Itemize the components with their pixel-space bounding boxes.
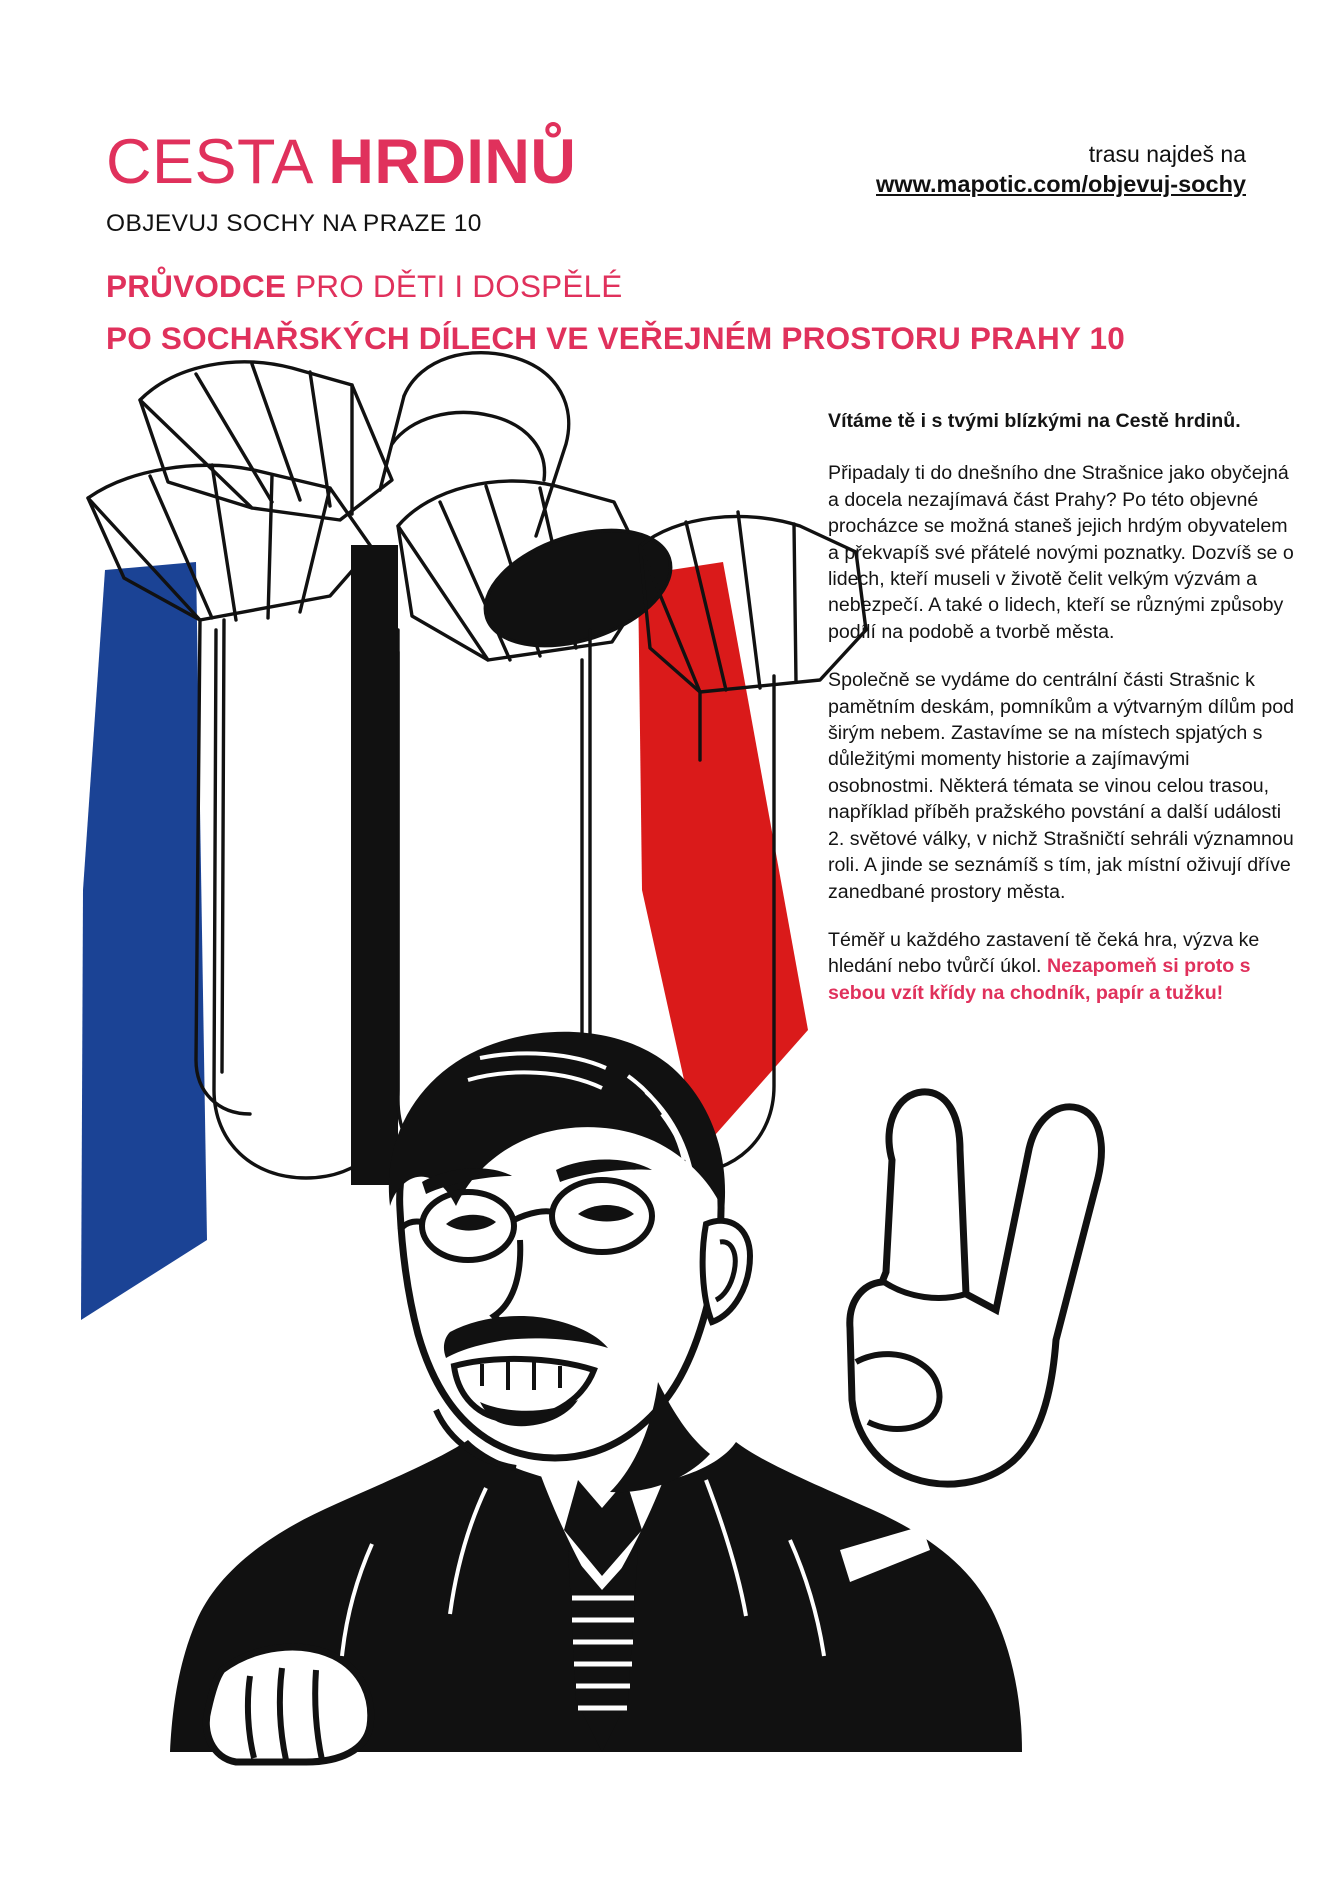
- guide-heading-line-2: PO SOCHAŘSKÝCH DÍLECH VE VEŘEJNÉM PROSTORU PRAHY 10: [106, 320, 1125, 356]
- intro-text-column: [828, 408, 1298, 1006]
- intro-paragraph-3-accent: Nezapomeň si proto s sebou vzít křídy na chodník, papír a tužku!: [828, 955, 1251, 1004]
- poster-header: [106, 127, 1246, 237]
- page-title-bold: HRDINŮ: [328, 127, 577, 197]
- left-fist: [206, 1647, 370, 1762]
- route-note-label: trasu najdeš na: [1088, 141, 1246, 167]
- portrait-svg: [150, 1010, 1150, 1900]
- intro-paragraph-3-plain: Téměř u každého zastavení tě čeká hra, výzva ke hledání nebo tvůrčí úkol.: [828, 928, 1260, 978]
- ear: [703, 1221, 750, 1322]
- intro-paragraph-3: [828, 927, 1298, 1006]
- route-note: [876, 140, 1246, 199]
- page-title: [106, 127, 577, 197]
- portrait-illustration: [150, 1010, 1150, 1900]
- guide-heading-bold: PRŮVODCE: [106, 268, 296, 304]
- guide-heading-regular: PRO DĚTI I DOSPĚLÉ: [295, 268, 623, 304]
- intro-paragraph-1: Připadaly ti do dnešního dne Strašnice jako obyčejná a docela nezajímavá část Prahy? Po této objevné procházce se možná staneš jejich hrdým obyvatelem a překvapíš své přátelé novými poznatky. Dozvíš se o lidech, kteří museli v životě čelit velkým výzvám a nebezpečí. A také o lidech, kteří se různými způsoby podílí na podobě a tvorbě města.: [828, 462, 1294, 643]
- title-row: [106, 127, 1246, 212]
- victory-hand: [850, 1092, 1102, 1484]
- intro-paragraph-2: Společně se vydáme do centrální části Strašnic k pamětním deskám, pomníkům a výtvarným dílům pod širým nebem. Zastavíme se na místech spjatých s důležitými momenty historie a zajímavými osobnostmi. Některá témata se vinou celou trasou, například příběh pražského povstání a další události 2. světové války, v nichž Strašničtí sehráli významnou roli. A jinde se seznámíš s tím, jak místní oživují dříve zanedbané prostory města.: [828, 669, 1295, 903]
- page-subtitle: OBJEVUJ SOCHY NA PRAZE 10: [106, 210, 482, 237]
- guide-heading-line-1: [106, 268, 1246, 305]
- intro-lead: Vítáme tě i s tvými blízkými na Cestě hrdinů.: [828, 410, 1241, 432]
- route-url-link[interactable]: www.mapotic.com/objevuj-sochy: [876, 170, 1246, 197]
- page-title-light: CESTA: [106, 127, 329, 197]
